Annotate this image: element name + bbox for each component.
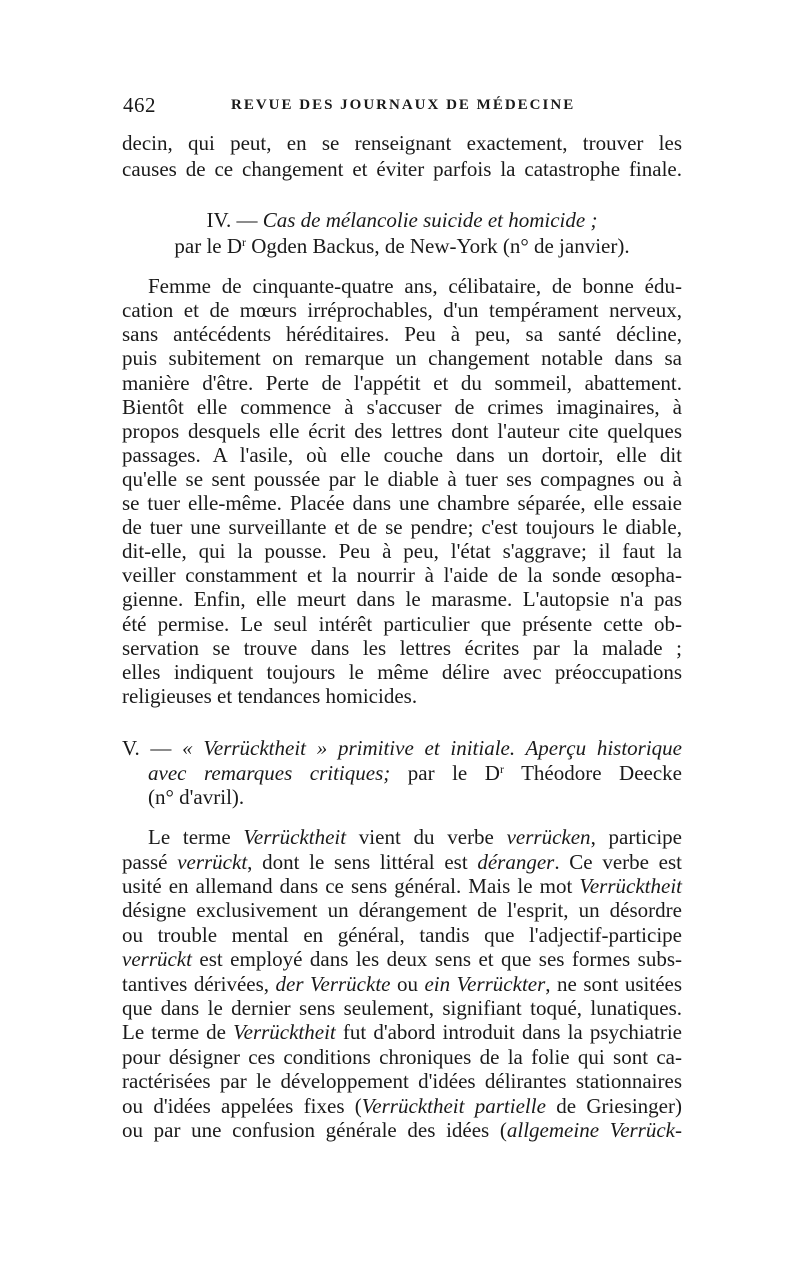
text-span: tantives dérivées, bbox=[122, 972, 276, 996]
text-span: usité en allemand dans ce sens général. Mais le mot bbox=[122, 874, 580, 898]
text-line: causes de ce changement et éviter parfois la catastrophe finale. bbox=[122, 157, 682, 181]
section-v-heading bbox=[122, 738, 682, 759]
text-line: se tuer elle-même. Placée dans une chambre séparée, elle essaie bbox=[122, 491, 682, 515]
text-span: Le terme de bbox=[122, 1020, 234, 1044]
text-line: de tuer une surveillante et de se pendre; c'est toujours le diable, bbox=[122, 515, 682, 539]
section-number: V. — bbox=[122, 736, 183, 760]
section-iv-byline bbox=[122, 236, 682, 257]
text-line: decin, qui peut, en se renseignant exactement, trouver les bbox=[122, 131, 682, 155]
section-number: IV. — bbox=[206, 208, 263, 232]
text-line: ractérisées par le développement d'idées délirantes stationnaires bbox=[122, 1069, 682, 1093]
text-line bbox=[122, 1022, 682, 1043]
text-span: ou bbox=[390, 972, 425, 996]
section-iv-heading bbox=[122, 210, 682, 231]
text-span: , dont le sens littéral est bbox=[247, 850, 478, 874]
text-line: ou trouble mental en général, tandis que l'adjectif-participe bbox=[122, 923, 682, 947]
text-line: désigne exclusivement un dérangement de l'esprit, un désordre bbox=[122, 898, 682, 922]
byline-text: Ogden Backus, de New-York (n° de janvier). bbox=[246, 234, 630, 258]
text-line bbox=[122, 876, 682, 897]
page-number: 462 bbox=[123, 93, 156, 117]
italic-term: Verrücktheit partielle bbox=[361, 1094, 546, 1118]
text-span: fut d'abord introduit dans la psychiatrie bbox=[335, 1020, 682, 1044]
italic-term: ein Verrückter bbox=[424, 972, 546, 996]
text-line: sans antécédents héréditaires. Peu à peu, sa santé décline, bbox=[122, 322, 682, 346]
text-span: passé bbox=[122, 850, 178, 874]
text-span: ou d'idées appelées fixes ( bbox=[122, 1094, 362, 1118]
text-line: dit-elle, qui la pousse. Peu à peu, l'état s'aggrave; il faut la bbox=[122, 539, 682, 563]
text-line: manière d'être. Perte de l'appétit et du sommeil, abattement. bbox=[122, 371, 682, 395]
running-title: REVUE DES JOURNAUX DE MÉDECINE bbox=[231, 97, 576, 113]
text-span: vient du verbe bbox=[346, 825, 507, 849]
text-line: religieuses et tendances homicides. bbox=[122, 684, 418, 708]
text-line: pour désigner ces conditions chroniques de la folie qui sont ca- bbox=[122, 1045, 682, 1069]
text-span: est employé dans les deux sens et que ses formes subs- bbox=[191, 947, 682, 971]
byline-text: Théodore Deecke bbox=[503, 761, 682, 785]
text-span: , ne sont usitées bbox=[545, 972, 683, 996]
text-line: gienne. Enfin, elle meurt dans le marasme. L'autopsie n'a pas bbox=[122, 587, 682, 611]
text-line: passages. A l'asile, où elle couche dans un dortoir, elle dit bbox=[122, 443, 682, 467]
section-title: Cas de mélancolie suicide et homicide ; bbox=[262, 208, 598, 232]
section-title: « Verrücktheit » primitive et initiale. Aperçu historique bbox=[182, 736, 682, 760]
italic-term: allgemeine Verrück- bbox=[506, 1118, 682, 1142]
italic-term: verrücken bbox=[506, 825, 591, 849]
text-line bbox=[122, 852, 682, 873]
text-line bbox=[148, 827, 682, 848]
text-line: puis subitement on remarque un changement notable dans sa bbox=[122, 346, 682, 370]
text-span: Le terme bbox=[148, 825, 244, 849]
text-line: veiller constamment et la nourrir à l'aide de la sonde œsopha- bbox=[122, 563, 682, 587]
text-line bbox=[122, 974, 682, 995]
text-line: qu'elle se sent poussée par le diable à tuer ses compagnes ou à bbox=[122, 467, 682, 491]
italic-term: verrückt bbox=[177, 850, 248, 874]
italic-term: der Verrückte bbox=[275, 972, 391, 996]
text-line: propos desquels elle écrit des lettres dont l'auteur cite quelques bbox=[122, 419, 682, 443]
italic-term: Verrücktheit bbox=[243, 825, 347, 849]
section-title: avec remarques critiques; bbox=[148, 761, 391, 785]
superscript: r bbox=[242, 235, 247, 249]
superscript: r bbox=[499, 762, 504, 776]
italic-term: verrückt bbox=[122, 947, 192, 971]
italic-term: Verrücktheit bbox=[579, 874, 682, 898]
text-line bbox=[122, 949, 682, 970]
text-line bbox=[122, 1096, 682, 1117]
text-line: cation et de mœurs irréprochables, d'un tempérament nerveux, bbox=[122, 298, 682, 322]
section-v-heading-line: (n° d'avril). bbox=[148, 785, 245, 809]
text-line: Femme de cinquante-quatre ans, célibataire, de bonne édu- bbox=[148, 274, 682, 298]
section-v-heading-line bbox=[148, 763, 682, 784]
italic-term: déranger bbox=[477, 850, 555, 874]
text-line: Bientôt elle commence à s'accuser de crimes imaginaires, à bbox=[122, 395, 682, 419]
text-line: que dans le dernier sens seulement, signifiant toqué, lunatiques. bbox=[122, 996, 682, 1020]
text-span: . Ce verbe est bbox=[554, 850, 682, 874]
text-line bbox=[122, 1120, 682, 1141]
text-span: de Griesinger) bbox=[545, 1094, 682, 1118]
text-span: ou par une confusion générale des idées ( bbox=[122, 1118, 507, 1142]
italic-term: Verrücktheit bbox=[233, 1020, 336, 1044]
page-header bbox=[123, 93, 683, 121]
text-span: , participe bbox=[590, 825, 683, 849]
text-line: elles indiquent toujours le même délire avec préoccupations bbox=[122, 660, 682, 684]
byline-text: par le D bbox=[174, 234, 243, 258]
text-line: servation se trouve dans les lettres écrites par la malade ; bbox=[122, 636, 682, 660]
byline-text: par le D bbox=[390, 761, 500, 785]
text-line: été permise. Le seul intérêt particulier que présente cette ob- bbox=[122, 612, 682, 636]
